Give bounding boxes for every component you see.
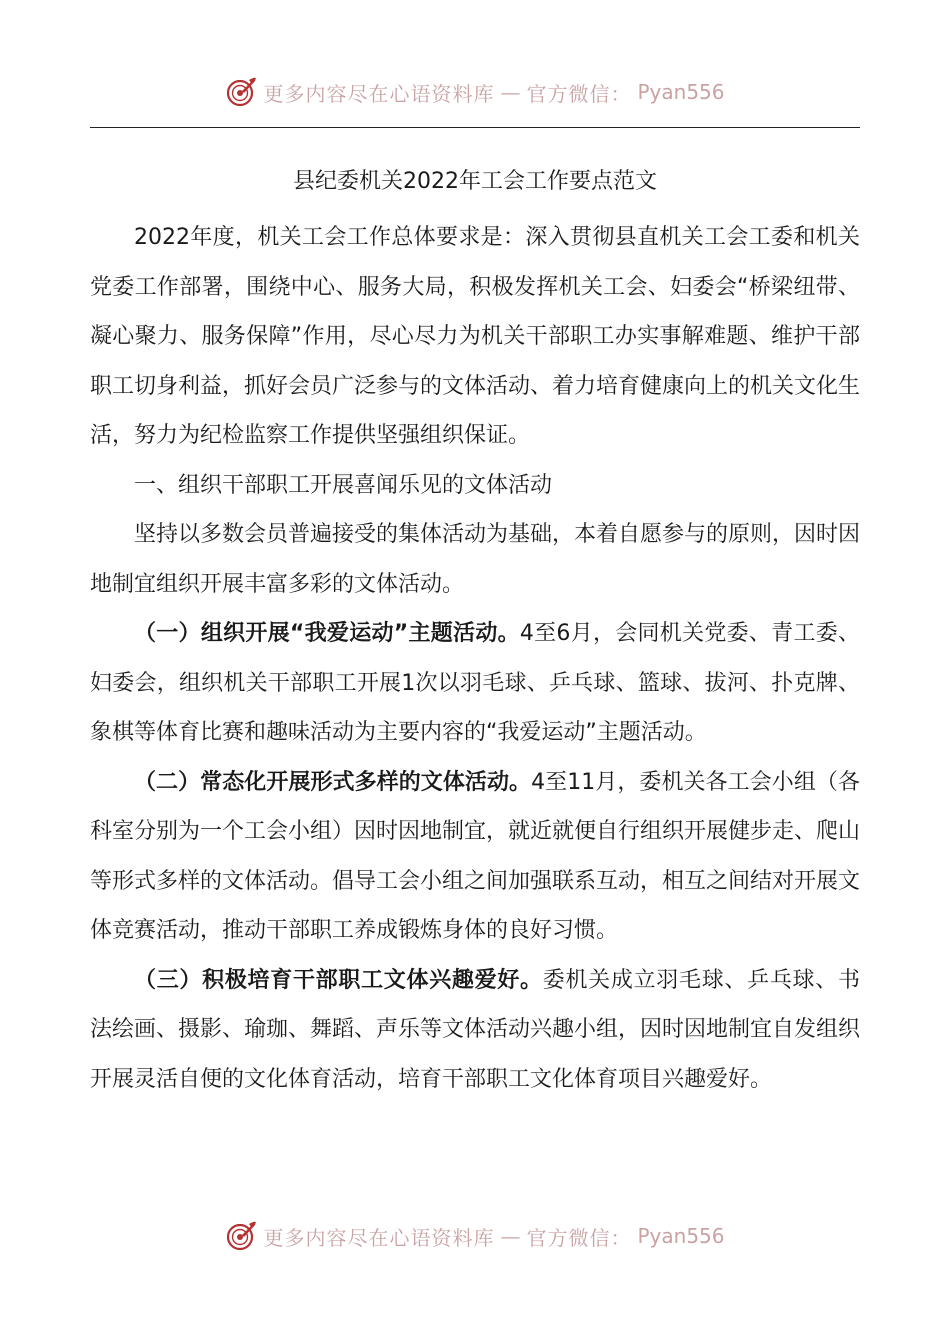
intro-paragraph: 2022年度，机关工会工作总体要求是：深入贯彻县直机关工会工委和机关党委工作部署，围绕中心、服务大局，积极发挥机关工会、妇委会“桥梁纽带、凝心聚力、服务保障”作用，尽心尽力为机关干部职工办实事解难题、维护干部职工切身利益，抓好会员广泛参与的文体活动、着力培育健康向上的机关文化生活，努力为纪检监察工作提供坚强组织保证。 — [90, 225, 861, 448]
footer-watermark — [0, 1216, 950, 1256]
item-2-paragraph — [90, 758, 860, 956]
item-1-body: 4至6月，会同机关党委、青工委、妇委会，组织机关干部职工开展1次以羽毛球、乒乓球、篮球、拔河、扑克牌、象棋等体育比赛和趣味活动为主要内容的“我爱运动”主题活动。 — [90, 621, 860, 745]
item-2-body: 4至11月，委机关各工会小组（各科室分别为一个工会小组）因时因地制宜，就近就便自行组织开展健步走、爬山等形式多样的文体活动。倡导工会小组之间加强联系互动，相互之间结对开展文体竞赛活动，推动干部职工养成锻炼身体的良好习惯。 — [90, 769, 861, 943]
item-1-paragraph — [90, 609, 860, 758]
item-3-paragraph — [90, 956, 860, 1105]
quill-logo-icon — [225, 1220, 257, 1252]
watermark-contact-label: 官方微信： — [526, 1225, 632, 1250]
watermark-text: 更多内容尽在心语资料库 — [263, 81, 495, 106]
header-divider — [90, 127, 860, 128]
document-body — [90, 213, 860, 1104]
item-3-title: （三）积极培育干部职工文体兴趣爱好。 — [134, 967, 543, 993]
item-2-title: （二）常态化开展形式多样的文体活动。 — [134, 769, 532, 795]
watermark-separator: — — [500, 80, 521, 104]
section-1-heading: 一、组织干部职工开展喜闻乐见的文体活动 — [134, 472, 553, 498]
quill-logo-icon — [225, 76, 257, 108]
section-1-intro: 坚持以多数会员普遍接受的集体活动为基础，本着自愿参与的原则，因时因地制宜组织开展丰富多彩的文体活动。 — [90, 522, 861, 597]
header-watermark — [0, 72, 950, 112]
document-title: 县纪委机关2022年工会工作要点范文 — [293, 169, 657, 194]
watermark-text: 更多内容尽在心语资料库 — [263, 1225, 495, 1250]
item-1-title: （一）组织开展“我爱运动”主题活动。 — [134, 621, 520, 646]
item-3-body: 委机关成立羽毛球、乒乓球、书法绘画、摄影、瑜珈、舞蹈、声乐等文体活动兴趣小组，因时因地制宜自发组织开展灵活自便的文化体育活动，培育干部职工文化体育项目兴趣爱好。 — [90, 967, 861, 1092]
watermark-contact-id: Pyan556 — [637, 80, 725, 104]
watermark-contact-id: Pyan556 — [637, 1224, 725, 1248]
watermark-separator: — — [500, 1224, 521, 1248]
watermark-contact-label: 官方微信： — [526, 81, 632, 106]
